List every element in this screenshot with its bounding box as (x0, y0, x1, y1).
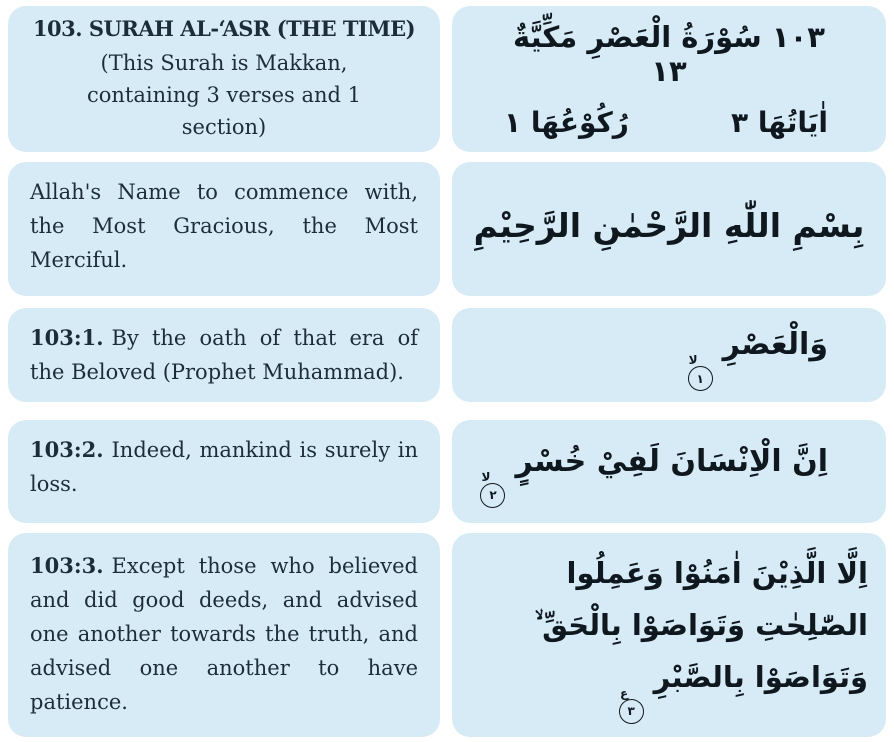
bismillah-english-text: Allah's Name to commence with, the Most Gracious, the Most Merciful. (30, 180, 418, 272)
bismillah-arabic-text: بِسْمِ اللّٰهِ الرَّحْمٰنِ الرَّحِيْمِ (473, 205, 865, 245)
verse-1-arabic-box (452, 308, 886, 402)
surah-title: 103. SURAH AL-‘ASR (THE TIME) (32, 15, 416, 41)
verse-2-arabic-box (452, 420, 886, 523)
ruku-count-label: رُكُوْعُهَا ١ (504, 105, 629, 139)
verse-1-arabic-text (452, 319, 886, 391)
surah-subtitle: (This Surah is Makkan, containing 3 verses and 1 section) (86, 50, 362, 139)
verse-3-arabic-box (452, 533, 886, 737)
verse-2-english-box (8, 420, 440, 523)
stop-sign: لا (481, 469, 491, 484)
verse-1-arabic: وَالْعَصْرِ (722, 327, 828, 362)
surah-header-arabic (452, 6, 886, 152)
ayah-number-circle: ٢ (480, 483, 505, 508)
stop-sign: لا (688, 353, 698, 367)
ayah-2-end-marker (480, 469, 505, 508)
bismillah-arabic-box (452, 162, 886, 296)
row-surah-header (8, 6, 886, 152)
verse-3-number: 103:3. (30, 553, 104, 578)
verse-2-number: 103:2. (30, 437, 104, 462)
row-verse-2 (8, 420, 886, 523)
ayat-count-label: اٰيَاتُهَا ٣ (731, 105, 828, 139)
row-verse-1 (8, 308, 886, 402)
verse-1-english-text (8, 308, 440, 389)
verse-1-translation: By the oath of that era of the Beloved (Prophet Muhammad). (30, 326, 418, 384)
surah-header-arabic-line1: ١٠٣ سُوْرَةُ الْعَصْرِ مَكِّيَّةٌ ١٣ (513, 19, 825, 88)
row-verse-3 (8, 533, 886, 737)
verse-2-english-text (8, 420, 440, 501)
verse-3-arabic-text (452, 547, 886, 724)
verse-2-arabic: اِنَّ الْاِنْسَانَ لَفِيْ خُسْرٍ (515, 443, 828, 479)
surah-header-english (8, 6, 440, 152)
ayah-number-circle: ٣ (619, 699, 644, 724)
ayah-number-circle: ١ (688, 366, 713, 391)
verse-3-english-box (8, 533, 440, 737)
verse-3-english-text (8, 533, 440, 719)
verse-1-english-box (8, 308, 440, 402)
verse-1-number: 103:1. (30, 325, 104, 350)
row-bismillah (8, 162, 886, 296)
ayah-3-end-marker (619, 685, 644, 724)
verse-3-translation: Except those who believed and did good deeds, and advised one another towards the truth, and advised one another to have patience. (30, 554, 418, 714)
surah-header-arabic-line2 (452, 106, 886, 139)
surah-table (8, 6, 886, 737)
bismillah-english-box (8, 162, 440, 296)
verse-2-translation: Indeed, mankind is surely in loss. (30, 438, 418, 496)
verse-3-arabic: اِلَّا الَّذِيْنَ اٰمَنُوْا وَعَمِلُوا الصّٰلِحٰتِ وَتَوَاصَوْا بِالْحَقِّ ۙ وَتَوَاصَوْا بِالصَّبْرِ (534, 555, 868, 694)
stop-sign: ع (620, 685, 629, 700)
ayah-1-end-marker (688, 355, 713, 391)
verse-2-arabic-text (452, 436, 886, 508)
